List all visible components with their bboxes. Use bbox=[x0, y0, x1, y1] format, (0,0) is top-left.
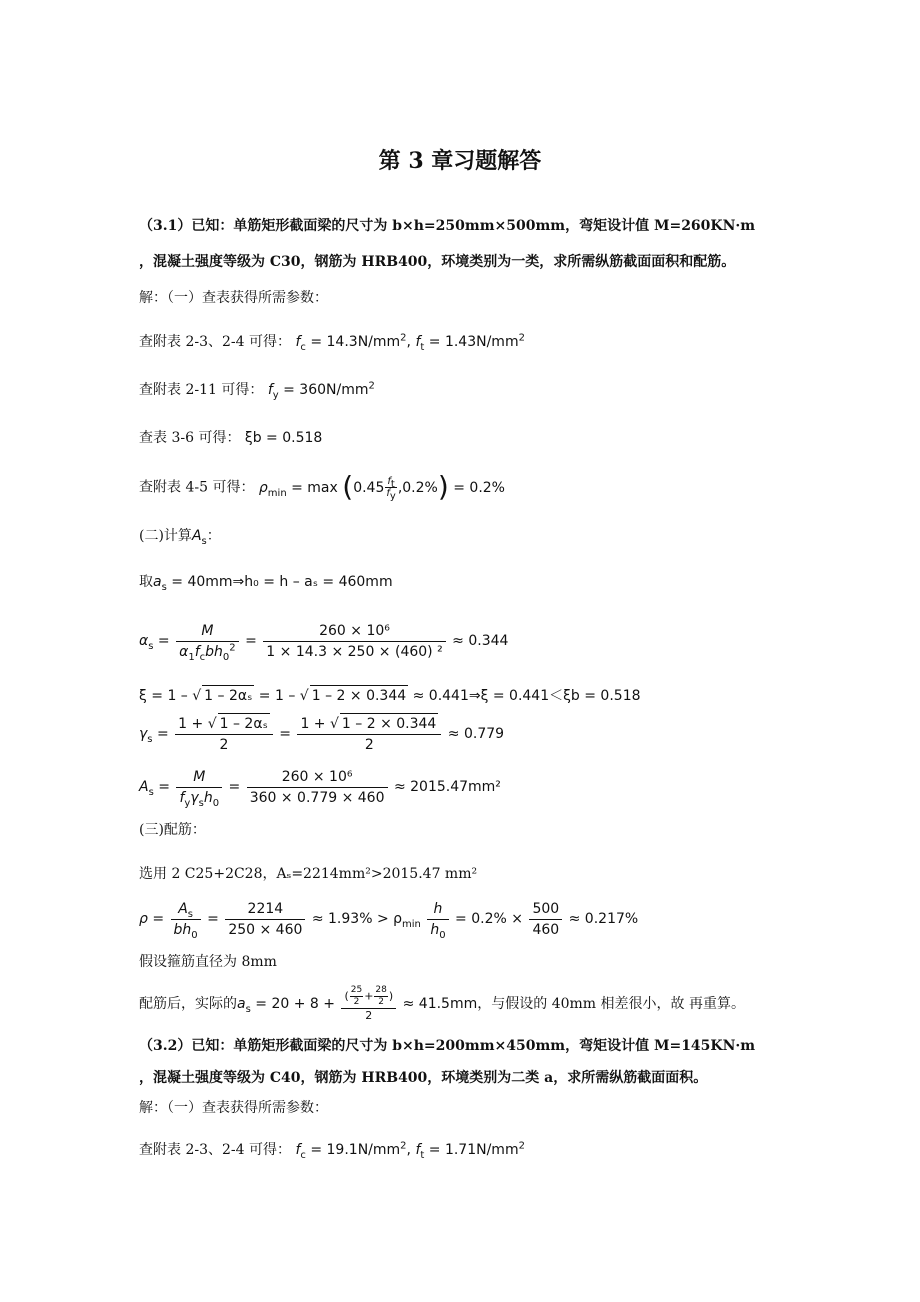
take-label: 取 bbox=[139, 574, 153, 590]
rebar-selection: 选用 2 C25+2C28，Aₛ=2214mm²>2015.47 mm² bbox=[139, 866, 478, 882]
gamma-num-right-sqrt: 1 – 2 × 0.344 bbox=[340, 713, 438, 734]
actual-as-text: 与假设的 40mm 相差很小，故 再重算。 bbox=[491, 996, 745, 1012]
p32-lookup-1-ft: = 1.71N/mm bbox=[428, 1142, 519, 1158]
alpha-s-equation: $\alpha_s$ = $\frac{M}{\alpha_1f_cbh_0^2}$ = $\frac{\text{260 × 10⁶}}{\text{1 × 14.3 × 250 × (460) ²}}$ ≈ 0.344 bbox=[139, 622, 509, 663]
lookup-3 bbox=[139, 428, 322, 448]
problem-3-1-step1: 解：（一）查表获得所需参数： bbox=[139, 290, 328, 306]
lookup-3-xib: ξb = 0.518 bbox=[244, 430, 323, 446]
lookup-4-b: ,0.2% bbox=[397, 479, 438, 496]
xi-part-c: ≈ 0.441⇒ξ = 0.441＜ξb = 0.518 bbox=[408, 688, 641, 704]
lookup-1: 查附表 2-3、2-4 可得： $f_c = 14.3N/mm^2$, $f_t = 1.43N/mm^2$ bbox=[139, 332, 525, 353]
alpha-den-right: 1 × 14.3 × 250 × (460) ² bbox=[266, 643, 443, 660]
alpha-num-right: 260 × 10⁶ bbox=[263, 621, 445, 642]
lookup-1-ft: = 1.43N/mm bbox=[428, 334, 519, 350]
take-expression: = 40mm⇒h₀ = h – aₛ = 460mm bbox=[171, 574, 393, 590]
problem-3-2-header-line2: ，混凝土强度等级为 C40，钢筋为 HRB400，环境类别为二类 a，求所需纵筋截面面积。 bbox=[139, 1070, 708, 1086]
gamma-den-left: 2 bbox=[219, 737, 229, 753]
p32-lookup-1-label: 查附表 2-3、2-4 可得： bbox=[139, 1142, 291, 1158]
xi-part-a: ξ = 1 – bbox=[139, 688, 193, 704]
lookup-3-label: 查表 3-6 可得： bbox=[139, 430, 241, 446]
rho-den: 250 × 460 bbox=[228, 921, 303, 938]
alpha-result: ≈ 0.344 bbox=[452, 633, 509, 649]
step-2-colon: ： bbox=[206, 528, 221, 544]
p32-lookup-1: 查附表 2-3、2-4 可得： $f_c = 19.1N/mm^2$, $f_t = 1.71N/mm^2$ bbox=[139, 1140, 525, 1161]
as-result: ≈ 2015.47mm² bbox=[393, 779, 501, 795]
lookup-4: 查附表 4-5 可得： $\rho_{min} = \max (0.45$ $\frac{f_t}{f_y}$ ,0.2%) = 0.2% bbox=[139, 469, 505, 503]
rho-mid: ≈ 1.93% > ρ bbox=[311, 911, 403, 927]
step-2: (二)计算$A_s$： bbox=[139, 528, 221, 547]
problem-3-2-header-line1: （3.2）已知：单筋矩形截面梁的尺寸为 b×h=200mm×450mm，弯矩设计值 M=145KN·m bbox=[139, 1038, 756, 1054]
actual-as-line: 配筋后，实际的$a_s = 20 + 8$ + ( $\frac{25}{2}$ + $\frac{28}{2}$ ) 2 ≈ 41.5mm，与假设的 40mm 相差很小，故 再重算。 bbox=[139, 985, 745, 1022]
lookup-2-fy: = 360N/mm bbox=[283, 382, 369, 398]
rho-num: 2214 bbox=[225, 899, 305, 920]
problem-3-2-step1: 解：（一）查表获得所需参数： bbox=[139, 1100, 328, 1116]
as-num-right: 260 × 10⁶ bbox=[247, 767, 388, 788]
rho-equation: ρ = $\frac{A_s}{bh_0}$ = $\frac{2214}{250 \times 460}$ ≈ $1.93\% > \rho_{min}$ $\frac{h}{h_0}$ = 0.2% × $\frac{500}{460}$ ≈ 0.217% bbox=[139, 900, 639, 941]
xi-equation: ξ = 1 – √ 1 – 2αₛ = 1 – √ 1 – 2 × 0.344 ≈ 0.441⇒ξ = 0.441＜ξb = 0.518 bbox=[139, 685, 641, 706]
problem-3-1-header-line2: ，混凝土强度等级为 C30，钢筋为 HRB400，环境类别为一类，求所需纵筋截面面积和配筋。 bbox=[139, 254, 736, 270]
rho-den-last: 460 bbox=[532, 921, 560, 938]
actual-as-result: ≈ 41.5mm， bbox=[402, 996, 492, 1012]
rho-num-last: 500 bbox=[529, 899, 562, 920]
actual-as-25: 25 bbox=[350, 985, 363, 995]
step-2-label: (二)计算 bbox=[139, 528, 192, 544]
p32-lookup-1-fc: = 19.1N/mm bbox=[310, 1142, 401, 1158]
rho-result: ≈ 0.217% bbox=[568, 911, 639, 927]
step-2-symbol: A bbox=[191, 528, 202, 544]
lookup-1-label: 查附表 2-3、2-4 可得： bbox=[139, 334, 291, 350]
gamma-s-equation: $\gamma_s$ = $\frac{\text{1 + √ 1 – 2αₛ}}{2}$ = $\frac{1 + √ 1 - 2 \times 0.344}{2}$ ≈ 0.779 bbox=[139, 713, 504, 755]
page-title: 第 3 章习题解答 bbox=[378, 148, 542, 174]
xi-part-b: = 1 – bbox=[254, 688, 300, 704]
rho-tail: = 0.2% × bbox=[455, 911, 523, 927]
rho-min-sub: min bbox=[402, 918, 421, 930]
actual-as-two-c: 2 bbox=[365, 1009, 373, 1022]
lookup-4-a: 0.45 bbox=[353, 479, 385, 496]
take-as-line: 取$a_s$ = 40mm⇒h₀ = h – aₛ = 460mm bbox=[139, 574, 393, 593]
xi-sqrt-a: 1 – 2αₛ bbox=[202, 685, 254, 706]
gamma-num-left-sqrt: 1 – 2αₛ bbox=[218, 713, 270, 734]
xi-sqrt-b: 1 – 2 × 0.344 bbox=[310, 685, 408, 706]
lookup-2: 查附表 2-11 可得： $f_y = 360N/mm^2$ bbox=[139, 380, 375, 401]
actual-as-two-a: 2 bbox=[353, 997, 360, 1007]
as-num-left: M bbox=[193, 768, 206, 785]
problem-3-1-header-line1: （3.1）已知：单筋矩形截面梁的尺寸为 b×h=250mm×500mm，弯矩设计值 M=260KN·m bbox=[139, 218, 756, 234]
as-equation: $A_s$ = $\frac{M}{f_y\gamma_sh_0}$ = $\frac{\text{260 × 10⁶}}{360 \times 0.779 \times 460}$ ≈ 2015.47mm² bbox=[139, 768, 501, 809]
lookup-2-label: 查附表 2-11 可得： bbox=[139, 382, 264, 398]
lookup-1-fc: = 14.3N/mm bbox=[310, 334, 401, 350]
step-3: (三)配筋： bbox=[139, 822, 206, 838]
alpha-num-left: M bbox=[201, 622, 214, 639]
stirrup-assumption: 假设箍筋直径为 8mm bbox=[139, 954, 277, 970]
lookup-4-rho: = max bbox=[291, 479, 338, 496]
gamma-result: ≈ 0.779 bbox=[447, 726, 505, 742]
actual-as-label: 配筋后，实际的 bbox=[139, 996, 237, 1012]
actual-as-two-b: 2 bbox=[378, 997, 384, 1007]
lookup-4-label: 查附表 4-5 可得： bbox=[139, 479, 255, 496]
gamma-den-right: 2 bbox=[364, 737, 374, 753]
as-den-right: 360 × 0.779 × 460 bbox=[249, 789, 385, 806]
actual-as-28: 28 bbox=[375, 985, 387, 995]
lookup-4-result: = 0.2% bbox=[453, 479, 505, 496]
actual-as-expr: = 20 + 8 + bbox=[255, 996, 335, 1012]
